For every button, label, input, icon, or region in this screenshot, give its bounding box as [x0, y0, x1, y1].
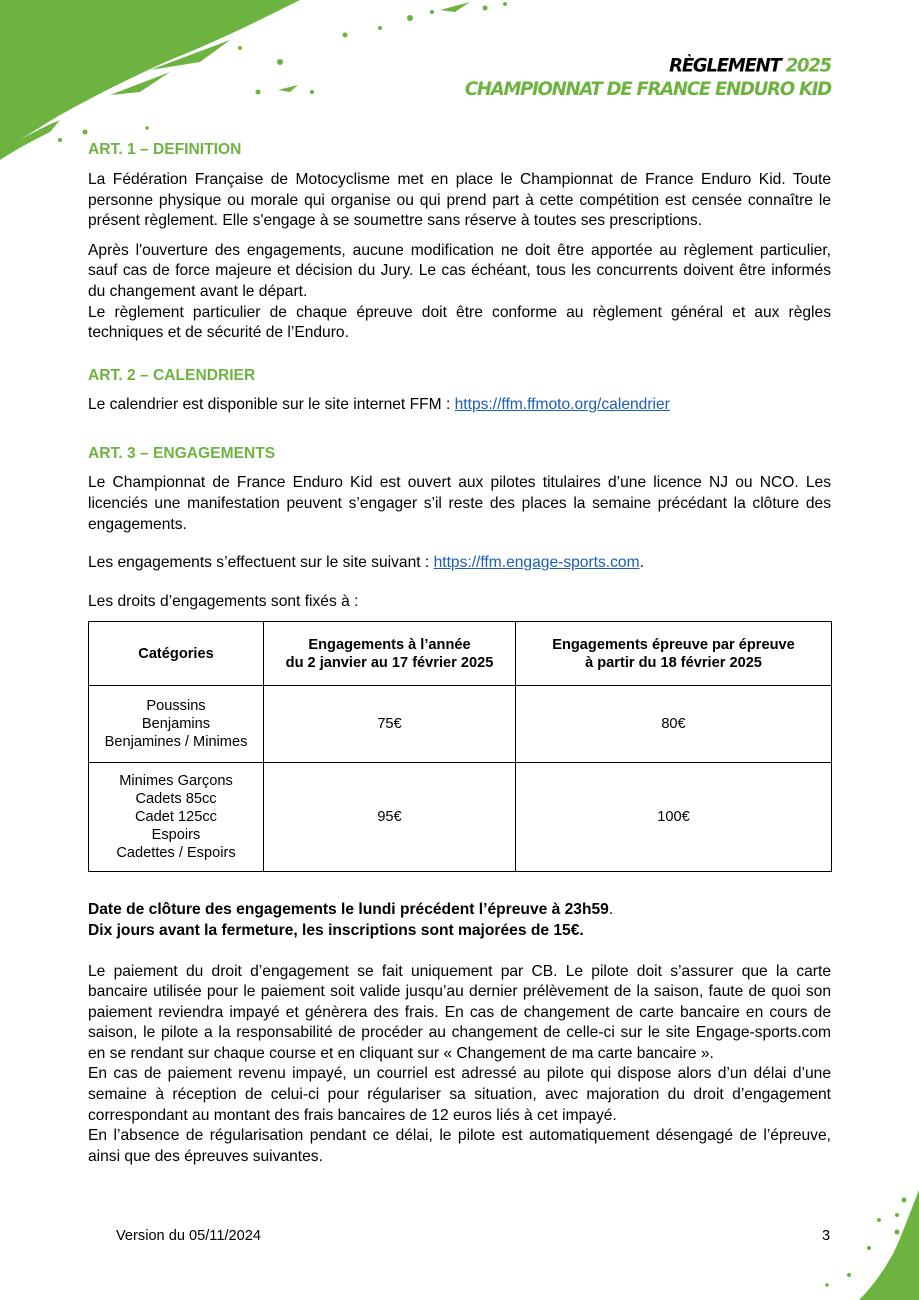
art1-paragraph-2: Après l'ouverture des engagements, aucune modification ne doit être apportée au règlement particulier, sauf cas de force majeure et décision du Jury. Le cas échéant, tous les concurrents doivent être informés du changement avant le départ. [88, 241, 831, 300]
art1-paragraph-1: La Fédération Française de Motocyclisme met en place le Championnat de France Enduro Kid. Toute personne physique ou morale qui organise ou qui prend part à cette compétition est censée connaître le présent règlement. Elle s'engage à se soumettre sans réserve à toutes ses prescriptions. [88, 171, 831, 230]
art2-paragraph [88, 395, 831, 416]
art2-title: ART. 2 – CALENDRIER [88, 366, 256, 384]
payment-paragraph: Le paiement du droit d’engagement se fait uniquement par CB. Le pilote doit s’assurer que la carte bancaire utilisée pour le paiement soit valide jusqu’au dernier prélèvement de la saison, faute de quoi son paiement reviendra impayé et génèrera des frais. En cas de changement de carte bancaire en cours de saison, le pilote a la responsabilité de procéder au changement de celle-ci sur le site Engage-sports.com en se rendant sur chaque course et en cliquant sur « Changement de ma carte bancaire ». [88, 962, 831, 1062]
art3-paragraph-2 [88, 553, 831, 574]
header-annual-line1: Engagements à l’année [308, 636, 471, 653]
row2-categories [89, 763, 264, 872]
green-splash-corner-decoration [809, 1190, 919, 1300]
closing-date-end: . [608, 901, 614, 919]
header-per-event [516, 622, 832, 686]
art1-paragraph-3: Le règlement particulier de chaque épreuve doit être conforme au règlement général et aux règles techniques et de sécurité de l’Enduro. [88, 303, 831, 342]
table-header-row [89, 622, 832, 686]
row1-categories [89, 686, 264, 763]
category-item: Cadettes / Espoirs [116, 845, 236, 862]
surcharge-notice: Dix jours avant la fermeture, les inscriptions sont majorées de 15€. [88, 921, 584, 939]
document-body [88, 138, 831, 1167]
row1-annual-fee: 75€ [264, 686, 516, 763]
category-item: Benjamins [141, 716, 211, 733]
art3-paragraph-1: Le Championnat de France Enduro Kid est ouvert aux pilotes titulaires d’une licence NJ ou NCO. Les licenciés une manifestation peuvent s’engager s’il reste des places la semaine précédant la clôture des engagements. [88, 474, 831, 533]
closing-date-notice [88, 900, 831, 921]
page-number: 3 [822, 1228, 831, 1244]
header-categories: Catégories [89, 622, 264, 686]
table-row [89, 686, 832, 763]
row2-annual-fee: 95€ [264, 763, 516, 872]
table-row [89, 763, 832, 872]
category-item: Cadets 85cc [135, 791, 217, 808]
art3-p2-text: Les engagements s’effectuent sur le site suivant : [88, 554, 434, 572]
calendar-link[interactable]: https://ffm.ffmoto.org/calendrier [454, 395, 670, 413]
category-item: Minimes Garçons [119, 773, 233, 790]
art3-paragraph-3: Les droits d’engagements sont fixés à : [88, 592, 359, 610]
version-date: Version du 05/11/2024 [116, 1228, 261, 1244]
row1-per-event-fee: 80€ [516, 686, 832, 763]
row2-per-event-fee: 100€ [516, 763, 832, 872]
art3-title: ART. 3 – ENGAGEMENTS [88, 445, 276, 463]
unpaid-paragraph: En cas de paiement revenu impayé, un courriel est adressé au pilote qui dispose alors d’un délai d’une semaine à réception de celui-ci pour régulariser sa situation, avec majoration du droit d’engagement correspondant au montant des frais bancaires de 12 euros liés à cet impayé. [88, 1065, 831, 1124]
category-item: Poussins [146, 698, 206, 715]
art1-title: ART. 1 – DEFINITION [88, 141, 242, 158]
closing-date-text: Date de clôture des engagements le lundi précédent l’épreuve à 23h59 [88, 901, 609, 919]
header-per-event-line1: Engagements épreuve par épreuve [552, 636, 795, 653]
header-per-event-line2: à partir du 18 février 2025 [585, 654, 762, 671]
art3-p2-end: . [639, 554, 644, 572]
header-subtitle: CHAMPIONNAT DE FRANCE ENDURO KID [464, 78, 831, 101]
fees-table [88, 621, 832, 872]
category-item: Benjamines / Minimes [104, 734, 248, 751]
category-item: Cadet 125cc [135, 809, 217, 826]
header-annual [264, 622, 516, 686]
disengagement-paragraph: En l’absence de régularisation pendant ce délai, le pilote est automatiquement désengagé de l’épreuve, ainsi que des épreuves suivantes. [88, 1127, 831, 1165]
header-year: 2025 [785, 54, 831, 77]
header-annual-line2: du 2 janvier au 17 février 2025 [285, 654, 494, 671]
engage-sports-link[interactable]: https://ffm.engage-sports.com [433, 554, 640, 572]
art2-text: Le calendrier est disponible sur le site internet FFM : [88, 395, 455, 413]
category-item: Espoirs [151, 827, 201, 844]
document-header [465, 55, 831, 101]
header-title: RÈGLEMENT [669, 54, 781, 77]
